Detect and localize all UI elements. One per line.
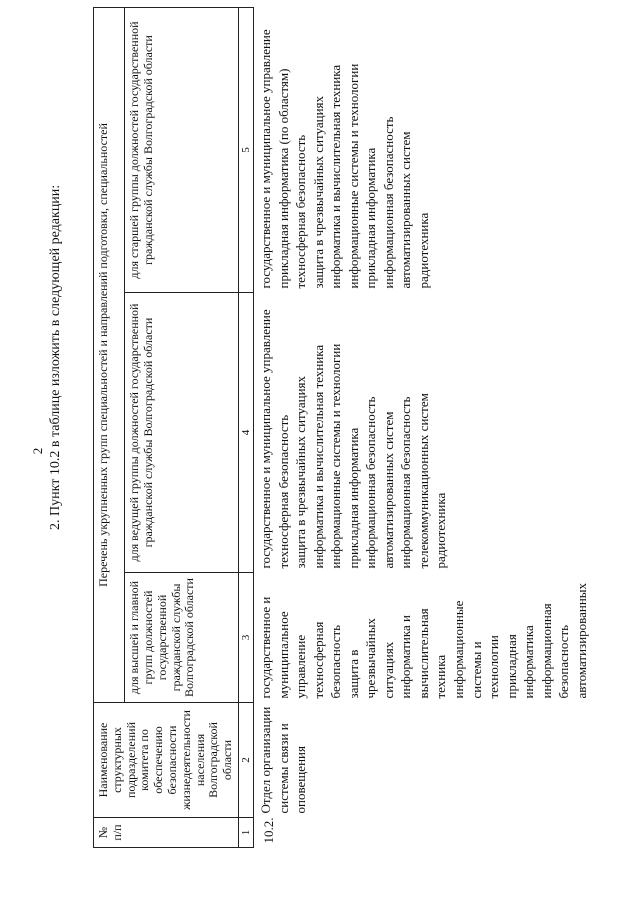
specialty-item: информатика и вычислительная техника — [310, 344, 326, 569]
header-department: Наименование структурных подразделений комитета по обеспечению безопасности жизнедеятельности населения Волгоградской области — [94, 703, 239, 818]
column-number-5: 5 — [238, 8, 253, 293]
column-number-4: 4 — [238, 293, 253, 573]
column-number-1: 1 — [238, 818, 253, 848]
specialty-item: информационные системы и технологии — [345, 63, 361, 289]
specialty-item: информационная безопасность автоматизированных систем — [380, 116, 414, 289]
specialty-item: информационные системы и технологии — [328, 343, 344, 569]
row-number: 10.2. — [260, 817, 276, 844]
header-group: Перечень укрупненных групп специальностей и направлений подготовки, специальностей — [94, 8, 125, 703]
table-container — [93, 8, 640, 844]
specialties-elder — [253, 8, 593, 293]
specialties-table — [93, 7, 593, 848]
specialty-item: защита в чрезвычайных ситуациях — [310, 95, 326, 289]
column-number-2: 2 — [238, 703, 253, 818]
specialty-item: техносферная безопасность — [310, 621, 344, 699]
specialty-item: прикладная информатика (по областям) — [275, 68, 291, 289]
specialty-item: прикладная информатика — [503, 625, 537, 699]
header-leading-group: для ведущей группы должностей государственной гражданской службы Волгоградской области — [125, 293, 239, 573]
specialty-item: радиотехника — [415, 212, 431, 289]
specialty-item: государственное и муниципальное управление — [257, 29, 273, 289]
specialty-item: радиотехника — [433, 492, 449, 569]
specialty-item: информационная безопасность телекоммуникационных систем — [398, 393, 431, 569]
header-senior-groups: для высшей и главной групп должностей государственной гражданской службы Волгоградской области — [125, 573, 239, 703]
header-number: № п/п — [94, 818, 239, 848]
specialty-item: государственное и муниципальное управление — [257, 596, 309, 699]
specialty-item: техносферная безопасность — [293, 134, 309, 289]
department-name: Отдел организации системы связи и оповещения — [257, 706, 309, 814]
specialties-leading — [253, 293, 593, 573]
column-number-3: 3 — [238, 573, 253, 703]
specialty-item: информационная безопасность автоматизированных — [538, 582, 589, 699]
table-row — [253, 8, 593, 848]
page-number: 2 — [30, 447, 45, 455]
specialty-item: государственное и муниципальное управление — [257, 309, 273, 569]
specialty-item: защита в чрезвычайных ситуациях — [293, 375, 309, 569]
specialties-senior — [253, 573, 593, 703]
specialty-item: информатика и вычислительная техника — [328, 64, 344, 289]
specialty-item: техносферная безопасность — [275, 414, 291, 569]
intro-text: 2. Пункт 10.2 в таблице изложить в следующей редакции: — [48, 184, 63, 530]
specialty-item: прикладная информатика — [345, 427, 361, 569]
specialty-item: информатика и вычислительная техника — [398, 608, 449, 699]
specialty-item: прикладная информатика — [363, 147, 379, 289]
specialty-item: информационная безопасность автоматизированных систем — [363, 396, 396, 569]
specialty-item: информационные системы и технологии — [450, 600, 502, 699]
header-elder-group: для старшей группы должностей государственной гражданской службы Волгоградской области — [125, 8, 239, 293]
specialty-item: защита в чрезвычайных ситуациях — [345, 618, 396, 699]
